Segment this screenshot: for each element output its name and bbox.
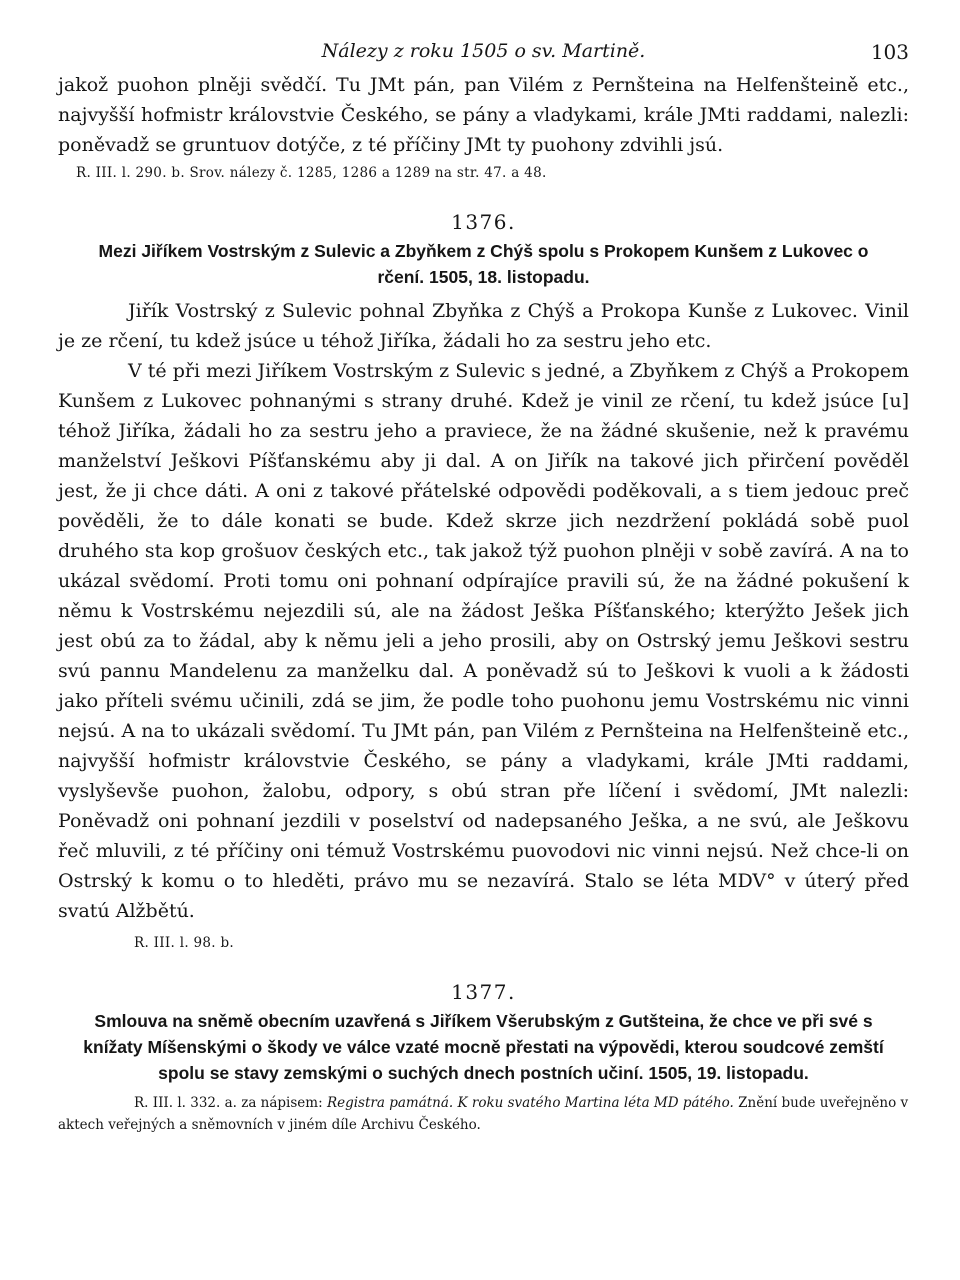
entry-number: 1377.: [451, 980, 516, 1004]
running-head: [58, 36, 909, 70]
opening-reference: R. III. l. 290. b. Srov. nálezy č. 1285, 1286 a 1289 na str. 47. a 48.: [76, 165, 547, 181]
footnote-italic: Registra památná. K roku svatého Martina léta MD pátého.: [326, 1095, 734, 1111]
page-number: 103: [870, 40, 909, 64]
entry-1376: [58, 210, 909, 954]
entry-paragraph: V té při mezi Jiříkem Vostrským z Sulevic s jedné, a Zbyňkem z Chýš a Prokopem Kunšem z Lukovec pohnanými s strany druhé. Kdež je vinil ze rčení, tu kdež jsúce [u] téhož Jiříka, žádali ho za sestru jeho a praviece, že na žádné skušenie, než k pravému manželství Ješkovi Píšťanskému aby ji dal. A on Jiřík na takové jich přirčení pověděl jest, že ji chce dáti. A oni z takové přátelské odpovědi poděkovali, a s tiem jedouc preč pověděli, že to dále konati se bude. Kdež skrze jich nezdržení pokládá sobě puol druhého sta kop grošuov českých etc., tak jakož týž puohon plněji v sobě zavírá. A na to ukázal svědomí. Proti tomu oni pohnaní odpírajíce pravili sú, že na žádné pokušení k němu k Vostrskému nejezdili sú, ale na žádost Ješka Píšťanského; kterýžto Ješek jich jest obú za to žádal, aby k němu jeli a jeho prosili, aby on Ostrský jemu Ješkovi sestru svú pannu Mandelenu za manželku dal. A poněvadž sú to Ješkovi k vuoli a k žádosti jako příteli svému učinili, zdá se jim, že podle toho puohonu jemu Vostrskému nic vinni nejsú. A na to ukázali svědomí. Tu JMt pán, pan Vilém z Pernšteina na Helfenšteině etc., najvyšší hofmistr královstvie Českého, se pány a vladykami, krále JMti raddami, vyslyševše puohon, žalobu, odpory, s obú stran pře líčení i svědomí, JMt nalezli: Poněvadž oni pohnaní jezdili v poselství od nadepsaného Ješka, a ne svú, ale Ješkovu řeč mluvili, z té příčiny oni témuž Vostrskému puovodovi nic vinni nejsú. Než chce-li on Ostrský k komu o to hleděti, právo mu se nezavírá. Stalo se léta MDV° v úterý před svatú Alžbětú.: [58, 360, 909, 922]
entry-reference: R. III. l. 98. b.: [134, 935, 235, 951]
opening-paragraph: jakož puohon plněji svědčí. Tu JMt pán, pan Vilém z Pernšteina na Helfenšteině etc., najvyšší hofmistr královstvie Českého, se pány a vladykami, krále JMti raddami, nalezli: poněvadž se gruntuov dotýče, z té příčiny JMt ty puohony zdvihli jsú.: [58, 74, 909, 156]
entry-footnote: [58, 1092, 909, 1136]
footnote-tail: Znění bude uveřejněno v aktech veřejných a sněmovních v jiném díle Archivu Českého.: [58, 1095, 909, 1133]
entry-paragraph: Jiřík Vostrský z Sulevic pohnal Zbyňka z Chýš a Prokopa Kunše z Lukovec. Vinil je ze rčení, tu kdež jsúce u téhož Jiříka, žádali ho za sestru jeho etc.: [58, 300, 909, 352]
entry-number: 1376.: [451, 210, 516, 234]
entry-regest: Smlouva na sněmě obecním uzavřená s Jiříkem Všerubským z Gutšteina, že chce ve při své s knížaty Míšenskými o škody ve válce vzaté mocně přestati na výpovědi, kterou soudcové zemští spolu se stavy zemskými o suchých dnech postních učiní. 1505, 19. listopadu.: [83, 1011, 884, 1083]
entry-regest: Mezi Jiříkem Vostrským z Sulevic a Zbyňkem z Chýš spolu s Prokopem Kunšem z Lukovec o rčení. 1505, 18. listopadu.: [98, 241, 869, 287]
running-head-title: Nálezy z roku 1505 o sv. Martině.: [321, 40, 646, 62]
book-page: [58, 36, 909, 1136]
footnote-lead: R. III. l. 332. a. za nápisem:: [134, 1095, 327, 1111]
entry-1377: [58, 980, 909, 1136]
